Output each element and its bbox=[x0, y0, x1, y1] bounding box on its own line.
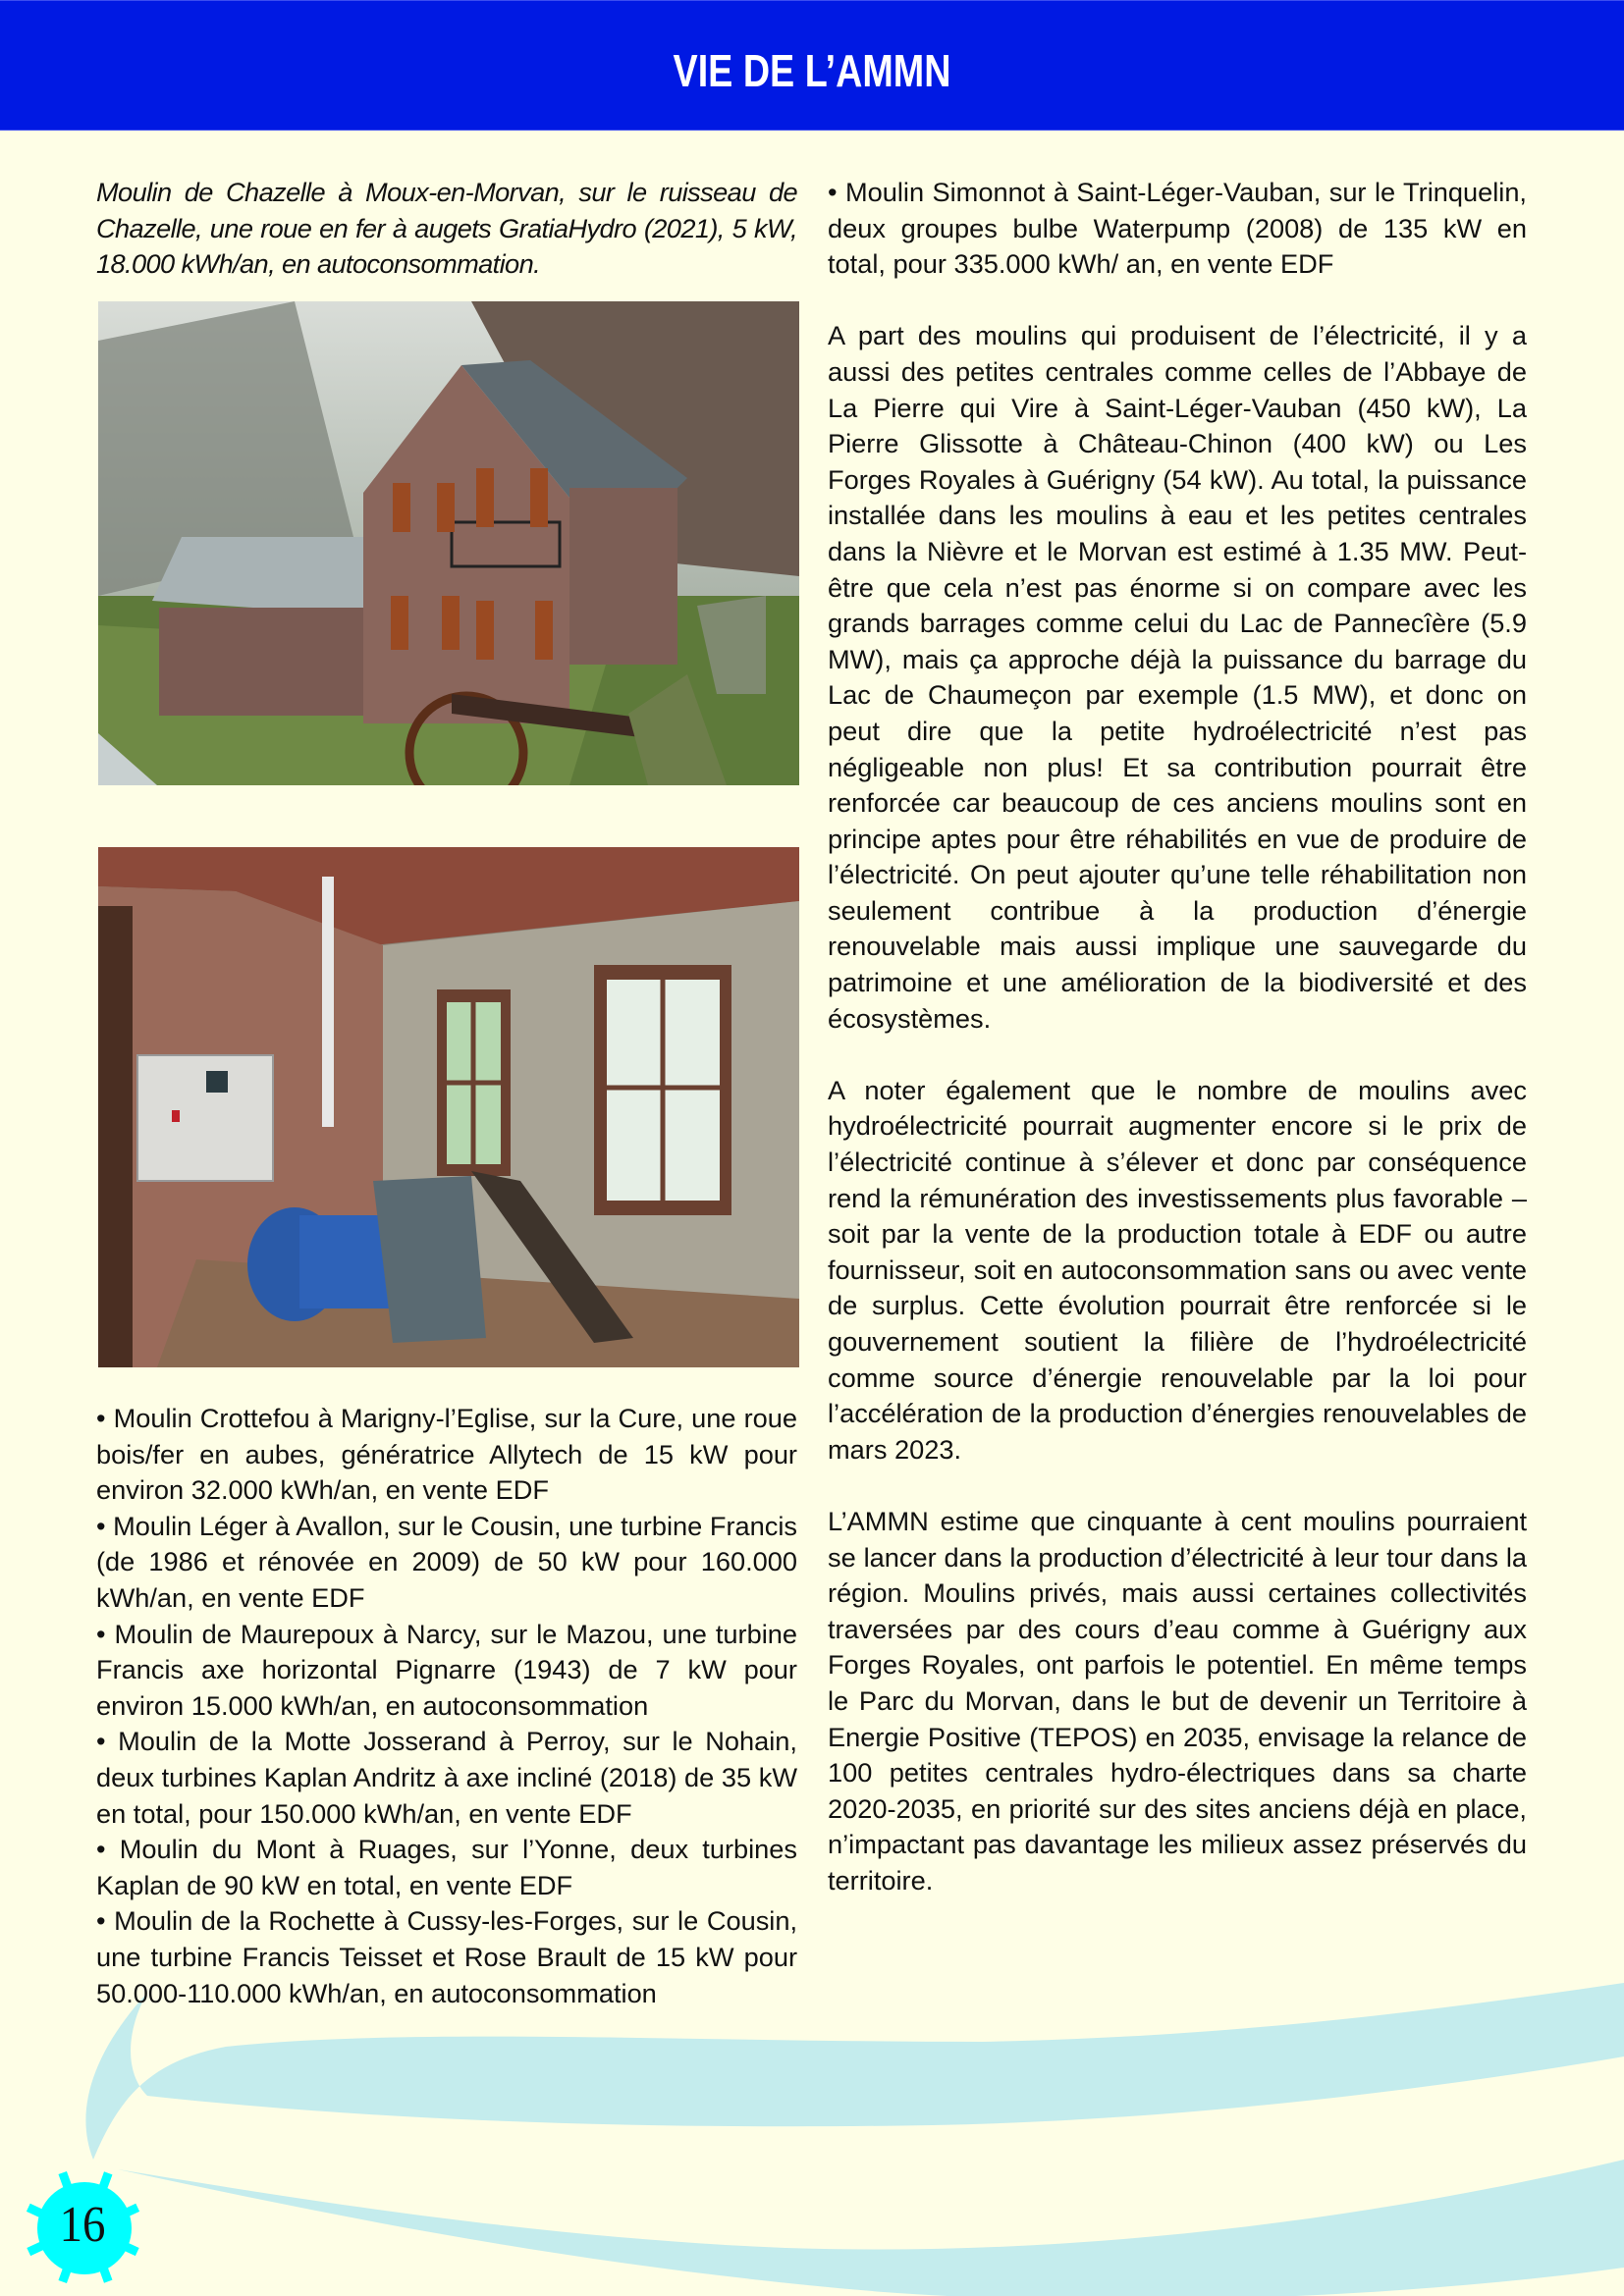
page-number-badge bbox=[14, 2164, 122, 2282]
shutter bbox=[476, 601, 494, 660]
photo-caption bbox=[96, 175, 797, 283]
shutter bbox=[530, 468, 548, 527]
cabinet-switch bbox=[172, 1110, 180, 1122]
shutter bbox=[476, 468, 494, 527]
door-frame bbox=[98, 906, 133, 1367]
photo-generator-room bbox=[98, 847, 799, 1367]
mill-bullet-list bbox=[96, 1401, 797, 2011]
list-item: • Moulin de Maurepoux à Narcy, sur le Mazou, une turbine Francis axe horizontal Pignarre (1943) de 7 kW pour environ 15.000 kWh/an, en autoconsommation bbox=[96, 1618, 797, 1721]
shutter bbox=[535, 601, 553, 660]
low-wing-wall bbox=[159, 608, 375, 716]
list-item: • Moulin Crottefou à Marigny-l’Eglise, sur la Cure, une roue bois/fer en aubes, génératrice Allytech de 15 kW pour environ 32.000 kWh/an, en vente EDF bbox=[96, 1403, 797, 1506]
list-item: • Moulin du Mont à Ruages, sur l’Yonne, deux turbines Kaplan de 90 kW en total, en vente EDF bbox=[96, 1834, 797, 1900]
caption-text: Moulin de Chazelle à Moux-en-Morvan, sur le ruisseau de Chazelle, une roue en fer à augets GratiaHydro (2021), 5 kW, 18.000 kWh/an, en autoconsommation. bbox=[96, 177, 797, 280]
photo-mill-exterior bbox=[98, 301, 799, 785]
shutter bbox=[393, 483, 410, 532]
cabinet-display bbox=[206, 1071, 228, 1093]
body-paragraph: A noter également que le nombre de moulins avec hydroélectricité pourrait augmenter encore si le prix de l’électricité continue à s’élever et donc par conséquence rend la rémunération des investissements plus favorable – soit par la vente de la production totale à EDF ou autre fournisseur, soit en autoconsommation sans ou avec vente de surplus. Cette évolution pourrait être renforcée si le gouvernement soutient la filière de l’hydroélectricité comme source d’énergie renouvelable par la loi pour l’accélération de la production d’énergies renouvelables de mars 2023. bbox=[828, 1074, 1527, 1465]
rear-house bbox=[569, 488, 677, 665]
control-cabinet bbox=[137, 1055, 273, 1181]
list-item: • Moulin de la Rochette à Cussy-les-Forges, sur le Cousin, une turbine Francis Teisset et Rose Brault de 15 kW pour 50.000-110.000 kWh/an, en autoconsommation bbox=[96, 1905, 797, 2008]
section-header-band bbox=[0, 0, 1624, 131]
page-number: 16 bbox=[59, 2197, 106, 2253]
generator-room-illustration bbox=[98, 847, 799, 1367]
shutter bbox=[437, 483, 455, 532]
shutter bbox=[391, 596, 408, 650]
list-item: • Moulin Simonnot à Saint-Léger-Vauban, sur le Trinquelin, deux groupes bulbe Waterpump (2008) de 135 kW en total, pour 335.000 kWh/ an, en vente EDF bbox=[828, 177, 1527, 280]
right-column-text bbox=[828, 175, 1527, 1899]
wave-lower bbox=[118, 2160, 1624, 2296]
gearbox bbox=[373, 1176, 486, 1343]
section-title: VIE DE L’AMMN bbox=[673, 45, 951, 96]
cable-duct bbox=[322, 877, 334, 1127]
body-paragraph: A part des moulins qui produisent de l’électricité, il y a aussi des petites centrales comme celles de l’Abbaye de La Pierre qui Vire à Saint-Léger-Vauban (450 kW), La Pierre Glissotte à Château-Chinon (400 kW) ou Les Forges Royales à Guérigny (54 kW). Au total, la puissance installée dans les moulins à eau et les petites centrales dans la Nièvre et le Morvan est estimé à 1.35 MW. Peut-être que cela n’est pas énorme si on compare avec les grands barrages comme celui du Lac de Pannecîère (5.9 MW), mais ça approche déjà la puissance du barrage du Lac de Chaumeçon par exemple (1.5 MW), et donc on peut dire que la petite hydroélectricité n’est pas négligeable non plus! Et sa contribution pourrait être renforcée car beaucoup de ces anciens moulins sont en principe aptes pour être réhabilités en vue de produire de l’électricité. On peut ajouter qu’une telle réhabilitation non seulement contribue à la production d’énergie renouvelable mais aussi implique une sauvegarde du patrimoine et une amélioration de la biodiversité et des écosystèmes. bbox=[828, 320, 1527, 1034]
body-paragraph: L’AMMN estime que cinquante à cent moulins pourraient se lancer dans la production d’électricité à leur tour dans la région. Moulins privés, mais aussi certaines collectivités traversées par des cours d’eau comme à Guérigny aux Forges Royales, ont parfois le potentiel. En même temps le Parc du Morvan, dans le but de devenir un Territoire à Energie Positive (TEPOS) en 2035, envisage la relance de 100 petites centrales hydro-électriques dans sa charte 2020-2035, en priorité sur des sites anciens déjà en place, n’impactant pas davantage les milieux assez préservés du territoire. bbox=[828, 1505, 1527, 1896]
list-item: • Moulin Léger à Avallon, sur le Cousin, une turbine Francis (de 1986 et rénovée en 2009) de 50 kW pour 160.000 kWh/an, en vente EDF bbox=[96, 1510, 797, 1613]
mill-exterior-illustration bbox=[98, 301, 799, 785]
shutter bbox=[442, 596, 460, 650]
list-item: • Moulin de la Motte Josserand à Perroy, sur le Nohain, deux turbines Kaplan Andritz à axe incliné (2018) de 35 kW en total, pour 150.000 kWh/an, en vente EDF bbox=[96, 1726, 797, 1829]
